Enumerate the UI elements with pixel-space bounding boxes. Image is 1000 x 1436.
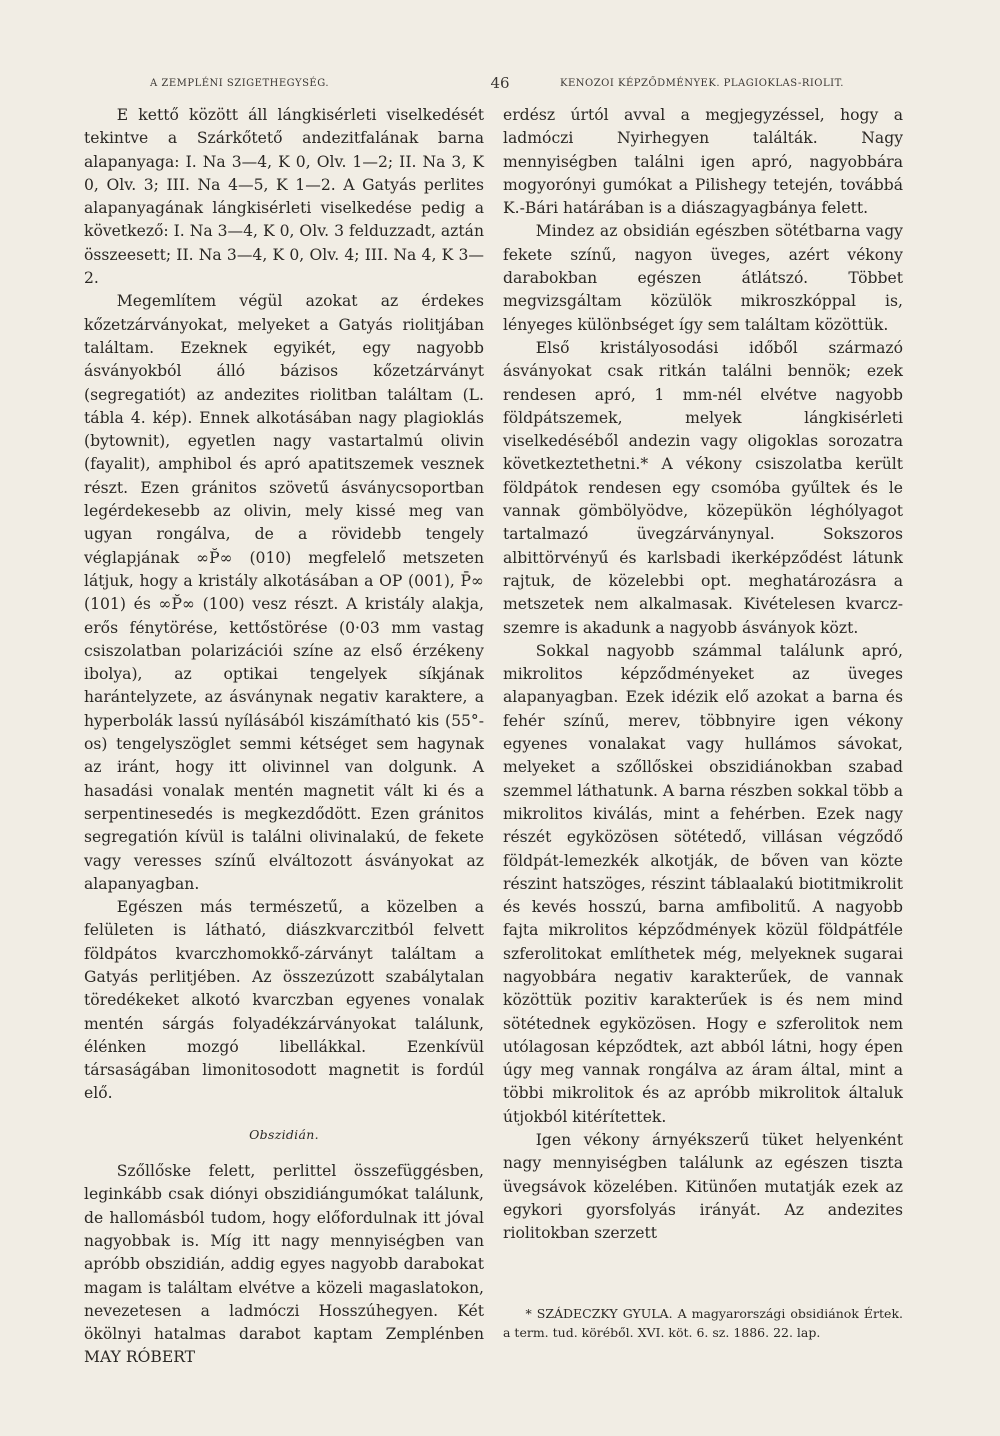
right-paragraph-1: erdész úrtól avval a megjegyzéssel, hogy a ladmóczi Nyirhegyen találták. Nagy mennyiségben találni igen apró, nagyobbára mogyorónyi gumókat a Pilishegy tetején, továbbá K.-Bári határában is a diászagyagbánya felett. bbox=[503, 106, 903, 218]
right-paragraph-3: Első kristályosodási időből származó ásványokat csak ritkán találni bennök; ezek rendesen apró, 1 mm-nél elvétve nagyobb földpátszemek, melyek lángkisérleti viselkedéséből andezin vagy oligoklas sorozatra következtethetni.* A vékony csiszolatba került földpátok rendesen egy csomóba gyűltek és le vannak gömbölyödve, közepükön léghólyagot tartalmazó üvegzárványnyal. Sokszoros albittörvényű és karlsbadi ikerképződést látunk rajtuk, de közelebbi opt. meghatározásra a metszetek nem alkalmasak. Kivételesen kvarcz-szemre is akadunk a nagyobb ásványok közt. bbox=[503, 338, 903, 637]
right-paragraph-4: Sokkal nagyobb számmal találunk apró, mikrolitos képződményeket az üveges alapanyagban. Ezek idézik elő azokat a barna és fehér színű, merev, többnyire igen vékony egyenes vonalakat vagy hullámos sávokat, melyeket a szőllőskei obszidiánokban szabad szemmel láthatunk. A barna részben sokkal több a mikrolitos kiválás, mint a fehérben. Ezek nagy részét egyközösen sötétedő, villásan végződő földpát-lemezkék alkotják, de bőven van közte részint hatszöges, részint táblaalakú biotitmikrolit és kevés hosszú, barna amfibolitű. A nagyobb fajta mikrolitos képződmények közül földpátféle szferolitokat említhetek még, melyeknek sugarai nagyobbára negativ karakterűek, de vannak közöttük pozitiv karakterűek is és nem mind sötétednek egyközösen. Hogy e szferolitok nem utólagosan képződtek, azt abból látni, hogy épen úgy meg vannak rongálva az áram által, mint a többi mikrolitok és az apróbb mikrolitok általuk útjokból kitérítettek. bbox=[503, 641, 903, 1126]
header-left-title: A ZEMPLÉNI SZIGETHEGYSÉG. bbox=[150, 78, 330, 89]
right-paragraph-2: Mindez az obsidián egészben sötétbarna vagy fekete színű, nagyon üveges, azért vékony darabokban egészen átlátszó. Többet megvizsgáltam közülök mikroszkóppal is, lényeges különbséget így sem találtam közöttük. bbox=[503, 222, 903, 334]
running-header bbox=[0, 74, 1000, 94]
section-heading-obszidian: Obszidián. bbox=[249, 1126, 319, 1142]
right-column bbox=[503, 104, 903, 1246]
left-paragraph-2: Megemlítem végül azokat az érdekes kőzetzárványokat, melyeket a Gatyás riolitjában találtam. Ezeknek egyikét, egy nagyobb ásványokból álló bázisos kőzetzárványt (segregatiót) az andezites riolitban találtam (L. tábla 4. kép). Ennek alkotásában nagy plagioklás (bytownit), egyetlen nagy vastartalmú olivin (fayalit), amphibol és apró apatitszemek vesznek részt. Ezen gránitos szövetű ásványcsoportban legérdekesebb az olivin, mely kissé meg van ugyan rongálva, de a rövidebb tengely véglapjának ∞P̆∞ (010) megfelelő metszeten látjuk, hogy a kristály alkotásában a OP (001), P̄∞ (101) és ∞P̆∞ (100) vesz részt. A kristály alakja, erős fénytörése, kettőstörése (0·03 mm vastag csiszolatban polarizációi színe az első érzékeny ibolya), az optikai tengelyek síkjának harántelyzete, az ásványnak negativ karaktere, a hyperbolák lassú nyílásából kiszámítható kis (55°-os) tengelyszöglet semmi kétséget sem hagynak az iránt, hogy itt olivinnel van dolgunk. A hasadási vonalak mentén magnetit vált ki és a serpentinesedés is megkezdődött. Ezen gránitos segregatión kívül is találni olivinalakú, de fekete vagy veresses színű elváltozott ásványokat az alapanyagban. bbox=[84, 292, 484, 893]
header-right-title: KENOZOI KÉPZŐDMÉNYEK. PLAGIOKLAS-RIOLIT. bbox=[560, 78, 844, 89]
left-paragraph-4: Szőllőske felett, perlittel összefüggésben, leginkább csak diónyi obszidiángumókat találunk, de hallomásból tudom, hogy előfordulnak itt jóval nagyobbak is. Míg itt nagy mennyiségben van apróbb obszidián, addig egyes nagyobb darabokat magam is találtam elvétve a közeli magaslatokon, nevezetesen a ladmóczi Hosszúhegyen. Két ökölnyi hatalmas darabot kaptam Zemplénben MAY RÓBERT bbox=[84, 1162, 484, 1367]
footnote bbox=[503, 1304, 903, 1342]
left-paragraph-1: E kettő között áll lángkisérleti viselkedését tekintve a Szárkőtető andezitfalának barna alapanyaga: I. Na 3—4, K 0, Olv. 1—2; II. Na 3, K 0, Olv. 3; III. Na 4—5, K 1—2. A Gatyás perlites alapanyagának lángkisérleti viselkedése pedig a következő: I. Na 3—4, K 0, Olv. 3 felduzzadt, aztán összeesett; II. Na 3—4, K 0, Olv. 4; III. Na 4, K 3—2. bbox=[84, 106, 484, 288]
left-column bbox=[84, 104, 484, 1370]
left-paragraph-3: Egészen más természetű, a közelben a felületen is látható, diászkvarczitból felvett földpátos kvarczhomokkő-zárványt találtam a Gatyás perlitjében. Az összezúzott szabálytalan töredékeket alkotó kvarczban egyenes vonalak mentén sárgás folyadékzárványokat találunk, élénken mozgó libellákkal. Ezenkívül társaságában limonitosodott magnetit is fordúl elő. bbox=[84, 898, 484, 1103]
footnote-text: * SZÁDECZKY GYULA. A magyarországi obsidiánok Értek. a term. tud. köréből. XVI. köt. 6. sz. 1886. 22. lap. bbox=[503, 1306, 903, 1340]
page-number: 46 bbox=[490, 74, 510, 92]
right-paragraph-5: Igen vékony árnyékszerű tüket helyenként nagy mennyiségben találunk az egészen tiszta üvegsávok közelében. Kitünően mutatják ezek az egykori gyorsfolyás irányát. Az andezites riolitokban szerzett bbox=[503, 1131, 903, 1243]
